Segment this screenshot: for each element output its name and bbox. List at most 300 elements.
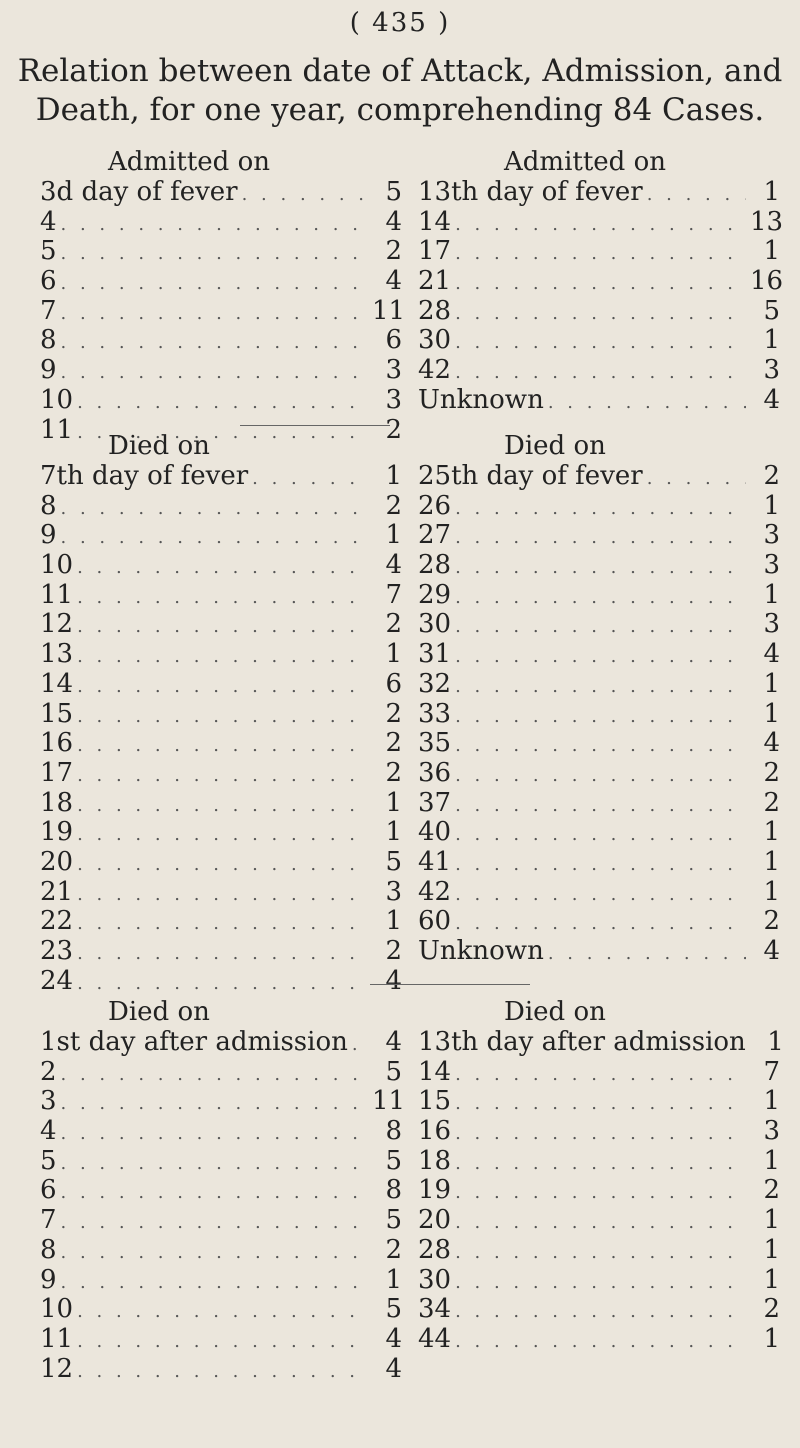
table-row [418, 266, 784, 297]
table-row [418, 937, 780, 967]
row-label: 28 [418, 295, 452, 326]
row-label: 10 [40, 1294, 74, 1325]
row-count: 2 [763, 757, 780, 788]
table-row [418, 729, 780, 759]
row-count: 5 [385, 177, 402, 207]
row-label: 14 [418, 1056, 452, 1087]
table-row [418, 1176, 780, 1206]
row-label: 8 [40, 325, 57, 356]
dot-leader [455, 850, 746, 880]
row-label: 18 [40, 787, 74, 818]
table-row [418, 178, 780, 208]
table-row [40, 700, 402, 730]
row-count: 3 [763, 609, 780, 640]
row-count: 5 [385, 1294, 402, 1325]
row-label: 6 [40, 266, 57, 297]
table-row [40, 1086, 406, 1117]
row-count: 1 [767, 1027, 784, 1057]
death-by-fever-day-section [40, 430, 780, 996]
row-label: 33 [418, 698, 452, 729]
dot-leader [61, 1089, 368, 1119]
row-label: 28 [418, 1234, 452, 1265]
table-row [418, 1266, 780, 1296]
row-label: 3d day of fever [40, 177, 238, 207]
row-label: 28 [418, 550, 452, 581]
table-row [418, 640, 780, 670]
row-count: 2 [385, 236, 402, 267]
section-columns [40, 146, 784, 445]
row-count: 2 [763, 787, 780, 818]
row-label: 29 [418, 579, 452, 610]
row-label: 37 [418, 787, 452, 818]
dot-leader [77, 583, 368, 613]
dot-leader [61, 269, 368, 299]
row-label: 13th day after admission [418, 1027, 746, 1057]
dot-leader [61, 1119, 368, 1149]
dot-leader [77, 1357, 368, 1387]
dot-leader [455, 299, 746, 329]
dot-leader [647, 464, 746, 494]
table-row [418, 878, 780, 908]
row-label: 15 [418, 1086, 452, 1117]
dot-leader [455, 328, 746, 358]
table-row [418, 1058, 780, 1088]
row-label: 16 [40, 728, 74, 759]
right-column [418, 430, 780, 996]
row-count: 1 [763, 579, 780, 610]
row-label: 7 [40, 295, 57, 326]
row-label: 7 [40, 1205, 57, 1236]
dot-leader [455, 1238, 746, 1268]
row-label: 30 [418, 609, 452, 640]
row-count: 4 [763, 639, 780, 670]
dot-leader [455, 702, 746, 732]
dot-leader [548, 388, 746, 418]
dot-leader [455, 1268, 746, 1298]
dot-leader [455, 269, 746, 299]
table-row [418, 551, 780, 581]
table-row [418, 610, 780, 640]
column-heading: Admitted on [108, 147, 270, 177]
table-row [418, 1147, 780, 1177]
table-row [40, 818, 402, 848]
dot-leader [352, 1030, 368, 1060]
dot-leader [455, 1208, 746, 1238]
row-count: 4 [763, 728, 780, 759]
dot-leader [77, 642, 368, 672]
row-count: 7 [763, 1056, 780, 1087]
row-label: 13th day of fever [418, 177, 643, 207]
section-divider [370, 984, 530, 985]
right-column [418, 146, 784, 445]
row-label: 32 [418, 668, 452, 699]
row-label: 36 [418, 757, 452, 788]
row-count: 6 [385, 668, 402, 699]
table-row [418, 1295, 780, 1325]
dot-leader [61, 210, 368, 240]
table-row [40, 1266, 402, 1296]
row-count: 1 [763, 1145, 780, 1176]
dot-leader [77, 909, 368, 939]
dot-leader [455, 1119, 746, 1149]
table-row [40, 326, 402, 356]
dot-leader [61, 1208, 368, 1238]
row-count: 1 [763, 698, 780, 729]
column-heading: Died on [108, 997, 210, 1027]
table-row [418, 848, 780, 878]
row-count: 2 [763, 1175, 780, 1206]
table-row [40, 178, 402, 208]
title-line-2: Death, for one year, comprehending 84 Cases. [35, 92, 765, 128]
dot-leader [455, 494, 746, 524]
row-count: 7 [385, 579, 402, 610]
dot-leader [61, 239, 368, 269]
page-title [0, 52, 800, 130]
row-label: 30 [418, 1264, 452, 1295]
table-row [40, 1236, 402, 1266]
dot-leader [77, 731, 368, 761]
table-row [418, 206, 784, 238]
table-row [40, 729, 402, 759]
table-row [40, 295, 406, 327]
row-label: 3 [40, 1086, 57, 1117]
row-count: 2 [763, 1294, 780, 1325]
row-count: 1 [763, 1086, 780, 1117]
row-label: 6 [40, 1175, 57, 1206]
dot-leader [455, 210, 746, 240]
row-label: 4 [40, 206, 57, 237]
death-after-admission-section [40, 996, 784, 1384]
row-count: 2 [763, 906, 780, 937]
dot-leader [455, 1178, 746, 1208]
row-count: 2 [385, 728, 402, 759]
dot-leader [77, 388, 368, 418]
column-heading: Died on [108, 431, 210, 461]
table-row [40, 1117, 402, 1147]
table-row [40, 1325, 402, 1355]
table-row [418, 237, 780, 267]
row-count: 8 [385, 1116, 402, 1147]
row-count: 16 [750, 266, 784, 297]
row-label: 12 [40, 609, 74, 640]
table-row [40, 356, 402, 386]
row-count: 4 [385, 1027, 402, 1057]
table-row [40, 967, 402, 997]
row-count: 1 [763, 846, 780, 877]
table-row [40, 789, 402, 819]
row-count: 1 [385, 787, 402, 818]
table-row [40, 848, 402, 878]
row-label: 8 [40, 490, 57, 521]
dot-leader [77, 820, 368, 850]
column-heading: Admitted on [504, 147, 666, 177]
table-row [418, 907, 780, 937]
dot-leader [455, 523, 746, 553]
row-count: 13 [750, 206, 784, 237]
row-label: 42 [418, 355, 452, 386]
dot-leader [455, 1089, 746, 1119]
row-count: 3 [385, 355, 402, 386]
table-row [418, 326, 780, 356]
row-label: 11 [40, 414, 74, 445]
row-count: 1 [385, 817, 402, 848]
row-label: 18 [418, 1145, 452, 1176]
row-label: 14 [40, 668, 74, 699]
section-divider [240, 425, 390, 426]
row-count: 5 [385, 1145, 402, 1176]
row-label: 34 [418, 1294, 452, 1325]
row-label: 15 [40, 698, 74, 729]
dot-leader [61, 299, 368, 329]
row-count: 1 [763, 490, 780, 521]
row-label: 26 [418, 490, 452, 521]
dot-leader [77, 880, 368, 910]
row-label: Unknown [418, 936, 544, 966]
dot-leader [455, 672, 746, 702]
row-count: 5 [385, 846, 402, 877]
table-row [418, 818, 780, 848]
table-row [418, 759, 780, 789]
row-label: 5 [40, 1145, 57, 1176]
table-row [40, 670, 402, 700]
row-count: 2 [385, 698, 402, 729]
row-count: 4 [763, 936, 780, 966]
table-row [40, 1355, 402, 1385]
table-row [40, 1176, 402, 1206]
row-count: 1 [763, 236, 780, 267]
dot-leader [61, 1238, 368, 1268]
row-label: 27 [418, 520, 452, 551]
row-label: 25th day of fever [418, 461, 643, 491]
dot-leader [61, 1149, 368, 1179]
row-label: 2 [40, 1056, 57, 1087]
table-row [418, 700, 780, 730]
row-count: 4 [385, 266, 402, 297]
row-count: 1 [385, 520, 402, 551]
dot-leader [77, 1327, 368, 1357]
table-row [418, 670, 780, 700]
row-count: 3 [763, 520, 780, 551]
row-count: 1 [385, 1264, 402, 1295]
table-row [40, 551, 402, 581]
dot-leader [455, 583, 746, 613]
admission-section [40, 146, 784, 445]
row-count: 6 [385, 325, 402, 356]
row-count: 4 [385, 965, 402, 996]
dot-leader [455, 612, 746, 642]
row-label: 14 [418, 206, 452, 237]
dot-leader [242, 180, 368, 210]
row-count: 2 [385, 490, 402, 521]
row-label: 17 [418, 236, 452, 267]
table-row [418, 1087, 780, 1117]
dot-leader [61, 494, 368, 524]
dot-leader [61, 523, 368, 553]
dot-leader [455, 1060, 746, 1090]
dot-leader [77, 791, 368, 821]
table-row [418, 1117, 780, 1147]
table-row [40, 581, 402, 611]
dot-leader [455, 642, 746, 672]
row-label: 11 [40, 579, 74, 610]
dot-leader [455, 1327, 746, 1357]
right-column [418, 996, 784, 1384]
row-label: 5 [40, 236, 57, 267]
dot-leader [77, 761, 368, 791]
table-row [418, 297, 780, 327]
row-label: 41 [418, 846, 452, 877]
dot-leader [61, 1178, 368, 1208]
row-label: 21 [418, 266, 452, 297]
table-row [40, 521, 402, 551]
table-row [40, 907, 402, 937]
row-label: 9 [40, 520, 57, 551]
row-count: 1 [385, 906, 402, 937]
row-label: 10 [40, 384, 74, 415]
row-label: 17 [40, 757, 74, 788]
row-count: 2 [385, 414, 402, 445]
row-label: 10 [40, 550, 74, 581]
table-row [40, 640, 402, 670]
dot-leader [455, 909, 746, 939]
row-label: 1st day after admission [40, 1027, 348, 1057]
table-row [418, 1027, 784, 1058]
dot-leader [77, 969, 368, 999]
row-count: 1 [385, 639, 402, 670]
section-columns [40, 430, 780, 996]
row-label: 8 [40, 1234, 57, 1265]
table-row [40, 208, 402, 238]
dot-leader [455, 1149, 746, 1179]
row-count: 3 [763, 355, 780, 386]
row-count: 3 [385, 876, 402, 907]
dot-leader [455, 731, 746, 761]
row-label: 21 [40, 876, 74, 907]
row-label: 9 [40, 1264, 57, 1295]
row-label: 31 [418, 639, 452, 670]
row-label: 13 [40, 639, 74, 670]
dot-leader [77, 612, 368, 642]
table-row [40, 1206, 402, 1236]
row-label: 22 [40, 906, 74, 937]
table-row [40, 1058, 402, 1088]
row-label: 4 [40, 1116, 57, 1147]
table-row [40, 1147, 402, 1177]
row-label: 19 [40, 817, 74, 848]
dot-leader [61, 358, 368, 388]
row-label: 9 [40, 355, 57, 386]
section-columns [40, 996, 784, 1384]
table-row [40, 386, 402, 416]
row-label: Unknown [418, 384, 544, 415]
row-label: 30 [418, 325, 452, 356]
row-count: 1 [763, 1234, 780, 1265]
row-count: 2 [385, 1234, 402, 1265]
table-row [40, 267, 402, 297]
dot-leader [647, 180, 746, 210]
left-column [40, 996, 406, 1384]
row-count: 5 [385, 1056, 402, 1087]
table-row [418, 462, 780, 492]
table-row [40, 1295, 402, 1325]
row-label: 42 [418, 876, 452, 907]
dot-leader [61, 328, 368, 358]
row-label: 23 [40, 936, 74, 966]
dot-leader [455, 791, 746, 821]
row-count: 3 [385, 384, 402, 415]
dot-leader [77, 939, 368, 969]
table-row [40, 610, 402, 640]
table-row [418, 521, 780, 551]
table-row [418, 789, 780, 819]
row-count: 2 [763, 461, 780, 491]
row-count: 3 [763, 550, 780, 581]
table-row [418, 386, 780, 416]
row-count: 5 [385, 1205, 402, 1236]
dot-leader [77, 1297, 368, 1327]
row-count: 1 [763, 668, 780, 699]
row-label: 16 [418, 1116, 452, 1147]
row-label: 44 [418, 1323, 452, 1354]
dot-leader [455, 880, 746, 910]
row-count: 1 [763, 1264, 780, 1295]
row-count: 11 [372, 1086, 406, 1117]
row-count: 5 [763, 295, 780, 326]
dot-leader [77, 702, 368, 732]
dot-leader [548, 939, 746, 969]
row-count: 4 [385, 206, 402, 237]
table-row [418, 1325, 780, 1355]
row-count: 1 [763, 817, 780, 848]
row-count: 8 [385, 1175, 402, 1206]
row-count: 4 [763, 384, 780, 415]
row-count: 1 [763, 325, 780, 356]
table-row [418, 581, 780, 611]
table-row [40, 492, 402, 522]
table-row [418, 492, 780, 522]
row-count: 4 [385, 550, 402, 581]
row-label: 11 [40, 1323, 74, 1354]
row-label: 35 [418, 728, 452, 759]
row-label: 20 [40, 846, 74, 877]
dot-leader [455, 1297, 746, 1327]
table-row [40, 878, 402, 908]
row-count: 1 [763, 177, 780, 207]
dot-leader [77, 850, 368, 880]
row-count: 1 [763, 1323, 780, 1354]
row-label: 60 [418, 906, 452, 937]
left-column [40, 146, 406, 445]
row-count: 4 [385, 1323, 402, 1354]
dot-leader [77, 553, 368, 583]
dot-leader [252, 464, 368, 494]
dot-leader [77, 672, 368, 702]
table-row [40, 937, 402, 967]
row-count: 1 [763, 1205, 780, 1236]
column-heading: Died on [504, 997, 606, 1027]
table-row [40, 237, 402, 267]
dot-leader [61, 1060, 368, 1090]
table-row [40, 759, 402, 789]
row-count: 1 [385, 461, 402, 491]
row-label: 40 [418, 817, 452, 848]
row-count: 1 [763, 876, 780, 907]
row-count: 4 [385, 1353, 402, 1384]
dot-leader [61, 1268, 368, 1298]
row-count: 2 [385, 757, 402, 788]
row-count: 3 [763, 1116, 780, 1147]
left-column [40, 430, 402, 996]
